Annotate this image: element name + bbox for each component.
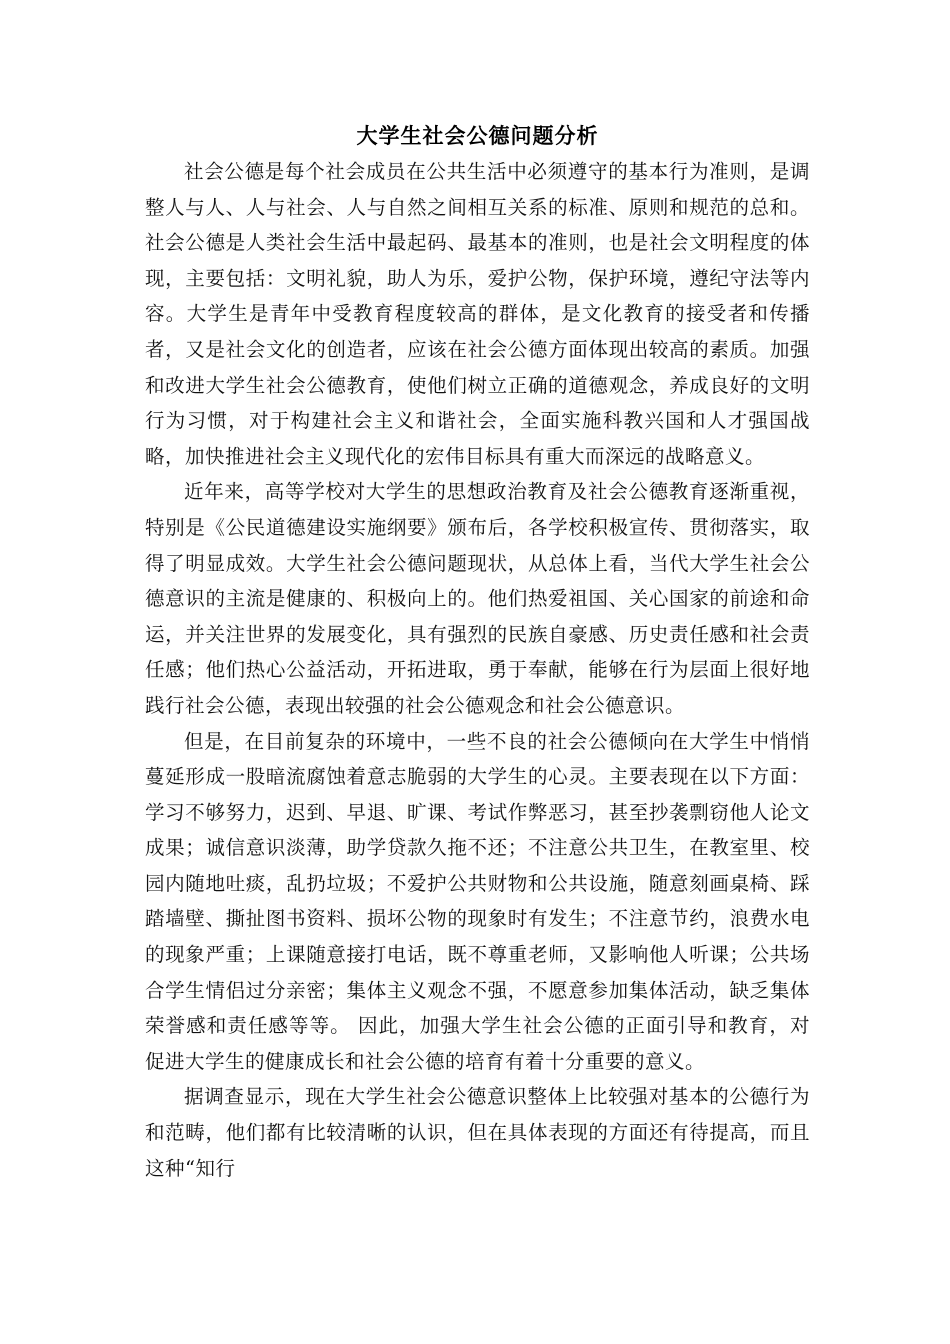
document-body (145, 118, 810, 1186)
document-title: 大学生社会公德问题分析 (356, 124, 599, 148)
paragraph-current-status: 近年来，高等学校对大学生的思想政治教育及社会公德教育逐渐重视，特别是《公民道德建设实施纲要》颁布后，各学校积极宣传、贯彻落实，取得了明显成效。大学生社会公德问题现状，从总体上看，当代大学生社会公德意识的主流是健康的、积极向上的。他们热爱祖国、关心国家的前途和命运，并关注世界的发展变化，具有强烈的民族自豪感、历史责任感和社会责任感；他们热心公益活动，开拓进取，勇于奉献，能够在行为层面上很好地践行社会公德，表现出较强的社会公德观念和社会公德意识。 (145, 480, 810, 717)
paragraph-intro: 社会公德是每个社会成员在公共生活中必须遵守的基本行为准则，是调整人与人、人与社会、人与自然之间相互关系的标准、原则和规范的总和。社会公德是人类社会生活中最起码、最基本的准则，也是社会文明程度的体现，主要包括：文明礼貌，助人为乐，爱护公物，保护环境，遵纪守法等内容。大学生是青年中受教育程度较高的群体，是文化教育的接受者和传播者，又是社会文化的创造者，应该在社会公德方面体现出较高的素质。加强和改进大学生社会公德教育，使他们树立正确的道德观念，养成良好的文明行为习惯，对于构建社会主义和谐社会，全面实施科教兴国和人才强国战略，加快推进社会主义现代化的宏伟目标具有重大而深远的战略意义。 (145, 160, 810, 468)
paragraph-problems: 但是，在目前复杂的环境中，一些不良的社会公德倾向在大学生中悄悄蔓延形成一股暗流腐蚀着意志脆弱的大学生的心灵。主要表现在以下方面：学习不够努力，迟到、早退、旷课、考试作弊恶习，甚至抄袭剽窃他人论文成果；诚信意识淡薄，助学贷款久拖不还；不注意公共卫生，在教室里、校园内随地吐痰，乱扔垃圾；不爱护公共财物和公共设施，随意刻画桌椅、踩踏墙壁、撕扯图书资料、损坏公物的现象时有发生；不注意节约，浪费水电的现象严重；上课随意接打电话，既不尊重老师，又影响他人听课；公共场合学生情侣过分亲密；集体主义观念不强，不愿意参加集体活动，缺乏集体荣誉感和责任感等等。 因此，加强大学生社会公德的正面引导和教育，对促进大学生的健康成长和社会公德的培育有着十分重要的意义。 (145, 729, 810, 1073)
paragraph-survey: 据调查显示，现在大学生社会公德意识整体上比较强对基本的公德行为和范畴，他们都有比较清晰的认识，但在具体表现的方面还有待提高，而且这种“知行 (145, 1085, 810, 1180)
